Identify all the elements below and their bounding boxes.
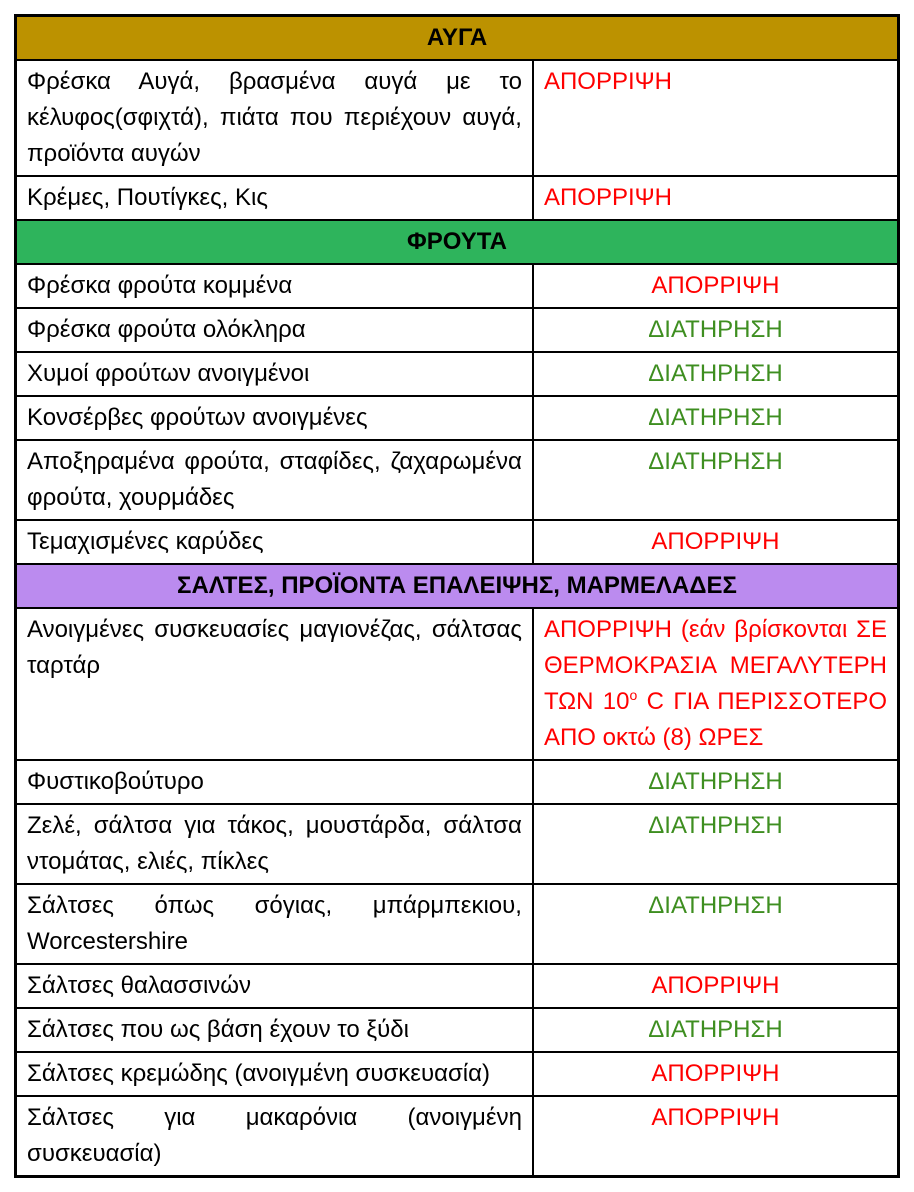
table-row [16, 396, 899, 440]
status-cell: ΔΙΑΤΗΡΗΣΗ [533, 760, 899, 804]
status-cell [533, 608, 899, 760]
food-item-cell: Σάλτσες θαλασσινών [16, 964, 533, 1008]
status-cell: ΔΙΑΤΗΡΗΣΗ [533, 440, 899, 520]
status-text-suffix: C ΓΙΑ ΠΕΡΙΣΣΟΤΕΡΟ ΑΠΟ οκτώ (8) ΩΡΕΣ [543, 688, 887, 751]
food-item-cell: Ζελέ, σάλτσα για τάκος, μουστάρδα, σάλτσα ντομάτας, ελιές, πίκλες [16, 804, 533, 884]
section-header-sauces: ΣΑΛΤΕΣ, ΠΡΟΪΟΝΤΑ ΕΠΑΛΕΙΨΗΣ, ΜΑΡΜΕΛΑΔΕΣ [16, 564, 899, 608]
status-cell: ΔΙΑΤΗΡΗΣΗ [533, 396, 899, 440]
degree-superscript: ο [629, 687, 638, 703]
food-item-cell: Τεμαχισμένες καρύδες [16, 520, 533, 564]
status-cell: ΑΠΟΡΡΙΨΗ [533, 520, 899, 564]
table-row [16, 264, 899, 308]
table-row [16, 60, 899, 176]
table-row [16, 308, 899, 352]
table-row [16, 352, 899, 396]
table-row [16, 1052, 899, 1096]
table-row [16, 16, 899, 61]
section-header-fruits: ΦΡΟΥΤΑ [16, 220, 899, 264]
status-cell: ΔΙΑΤΗΡΗΣΗ [533, 352, 899, 396]
status-cell: ΔΙΑΤΗΡΗΣΗ [533, 1008, 899, 1052]
status-cell: ΑΠΟΡΡΙΨΗ [533, 1052, 899, 1096]
food-item-cell: Φρέσκα φρούτα κομμένα [16, 264, 533, 308]
food-item-cell: Ανοιγμένες συσκευασίες μαγιονέζας, σάλτσας ταρτάρ [16, 608, 533, 760]
table-row [16, 220, 899, 264]
table-row [16, 440, 899, 520]
status-cell: ΔΙΑΤΗΡΗΣΗ [533, 308, 899, 352]
food-item-cell: Φρέσκα Αυγά, βρασμένα αυγά με το κέλυφος(σφιχτά), πιάτα που περιέχουν αυγά, προϊόντα αυγών [16, 60, 533, 176]
table-row [16, 1096, 899, 1177]
table-row [16, 804, 899, 884]
food-item-cell: Κονσέρβες φρούτων ανοιγμένες [16, 396, 533, 440]
section-header-eggs: ΑΥΓΑ [16, 16, 899, 61]
status-cell: ΔΙΑΤΗΡΗΣΗ [533, 804, 899, 884]
status-cell: ΑΠΟΡΡΙΨΗ [533, 1096, 899, 1177]
table-row [16, 1008, 899, 1052]
status-cell: ΑΠΟΡΡΙΨΗ [533, 264, 899, 308]
food-item-cell: Αποξηραμένα φρούτα, σταφίδες, ζαχαρωμένα φρούτα, χουρμάδες [16, 440, 533, 520]
table-row [16, 176, 899, 220]
status-cell: ΔΙΑΤΗΡΗΣΗ [533, 884, 899, 964]
food-item-cell: Σάλτσες για μακαρόνια (ανοιγμένη συσκευασία) [16, 1096, 533, 1177]
food-item-cell: Σάλτσες κρεμώδης (ανοιγμένη συσκευασία) [16, 1052, 533, 1096]
food-item-cell: Σάλτσες όπως σόγιας, μπάρμπεκιου, Worcestershire [16, 884, 533, 964]
status-text-prefix: ΑΠΟΡΡΙΨΗ (εάν βρίσκονται ΣΕ ΘΕΡΜΟΚΡΑΣΙΑ ΜΕΓΑΛΥΤΕΡΗ ΤΩΝ 10 [543, 616, 887, 715]
table-row [16, 564, 899, 608]
food-item-cell: Χυμοί φρούτων ανοιγμένοι [16, 352, 533, 396]
food-safety-table [14, 14, 900, 1178]
food-item-cell: Κρέμες, Πουτίγκες, Κις [16, 176, 533, 220]
status-cell: ΑΠΟΡΡΙΨΗ [533, 964, 899, 1008]
table-row [16, 520, 899, 564]
status-cell: ΑΠΟΡΡΙΨΗ [533, 60, 899, 176]
table-row [16, 760, 899, 804]
food-item-cell: Φρέσκα φρούτα ολόκληρα [16, 308, 533, 352]
table-row [16, 608, 899, 760]
status-cell: ΑΠΟΡΡΙΨΗ [533, 176, 899, 220]
table-row [16, 964, 899, 1008]
table-row [16, 884, 899, 964]
food-item-cell: Σάλτσες που ως βάση έχουν το ξύδι [16, 1008, 533, 1052]
food-item-cell: Φυστικοβούτυρο [16, 760, 533, 804]
